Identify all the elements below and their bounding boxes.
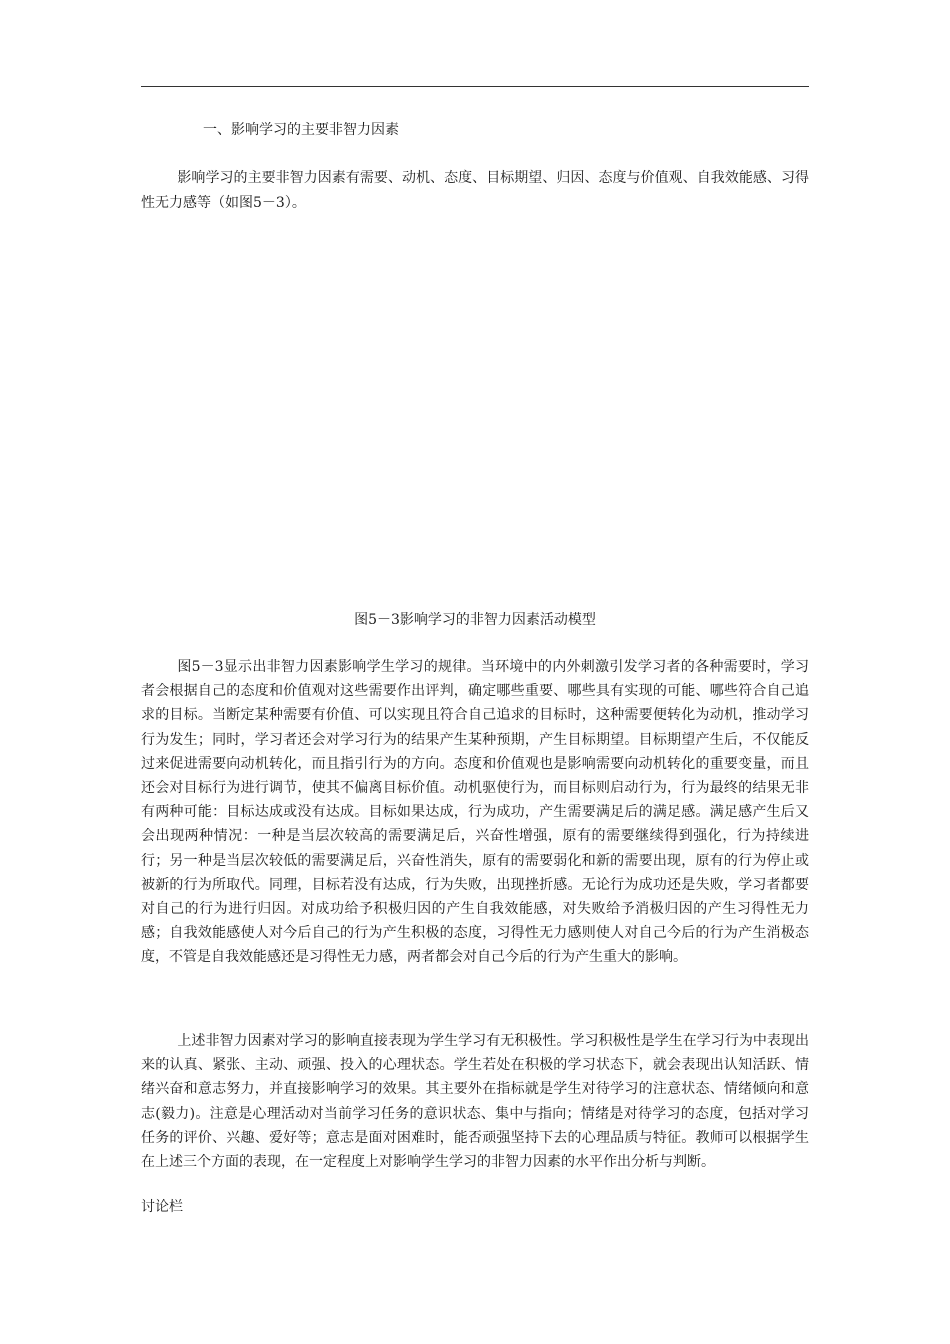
intro-paragraph: 影响学习的主要非智力因素有需要、动机、态度、目标期望、归因、态度与价值观、自我效能感、习得性无力感等（如图5－3）。 bbox=[141, 170, 809, 211]
explanation-paragraph: 图5－3显示出非智力因素影响学生学习的规律。当环境中的内外刺激引发学习者的各种需要时，学习者会根据自己的态度和价值观对这些需要作出评判，确定哪些重要、哪些具有实现的可能、哪些符合自己追求的目标。当断定某种需要有价值、可以实现且符合自己追求的目标时，这种需要便转化为动机，推动学习行为发生；同时，学习者还会对学习行为的结果产生某种预期，产生目标期望。目标期望产生后，不仅能反过来促进需要向动机转化，而且指引行为的方向。态度和价值观也是影响需要向动机转化的重要变量，而且还会对目标行为进行调节，使其不偏离目标价值。动机驱使行为，而目标则启动行为，行为最终的结果无非有两种可能：目标达成或没有达成。目标如果达成，行为成功，产生需要满足后的满足感。满足感产生后又会出现两种情况：一种是当层次较高的需要满足后，兴奋性增强，原有的需要继续得到强化，行为持续进行；另一种是当层次较低的需要满足后，兴奋性消失，原有的需要弱化和新的需要出现，原有的行为停止或被新的行为所取代。同理，目标若没有达成，行为失败，出现挫折感。无论行为成功还是失败，学习者都要对自己的行为进行归因。对成功给予积极归因的产生自我效能感，对失败给予消极归因的产生习得性无力感；自我效能感使人对今后自己的行为产生积极的态度，习得性无力感则使人对自己今后的行为产生消极态度，不管是自我效能感还是习得性无力感，两者都会对自己今后的行为产生重大的影响。 bbox=[141, 659, 809, 966]
figure-caption: 图5－3影响学习的非智力因素活动模型 bbox=[354, 612, 596, 628]
effect-paragraph: 上述非智力因素对学习的影响直接表现为学生学习有无积极性。学习积极性是学生在学习行为中表现出来的认真、紧张、主动、顽强、投入的心理状态。学生若处在积极的学习状态下，就会表现出认知活跃、情绪兴奋和意志努力，并直接影响学习的效果。其主要外在指标就是学生对待学习的注意状态、情绪倾向和意志(毅力)。注意是心理活动对当前学习任务的意识状态、集中与指向；情绪是对待学习的态度，包括对学习任务的评价、兴趣、爱好等；意志是面对困难时，能否顽强坚持下去的心理品质与特征。教师可以根据学生在上述三个方面的表现，在一定程度上对影响学生学习的非智力因素的水平作出分析与判断。 bbox=[141, 1033, 809, 1171]
section-heading: 一、影响学习的主要非智力因素 bbox=[203, 122, 399, 138]
discussion-label: 讨论栏 bbox=[141, 1199, 183, 1215]
figure-placeholder bbox=[141, 225, 809, 595]
header-rule bbox=[141, 86, 809, 87]
